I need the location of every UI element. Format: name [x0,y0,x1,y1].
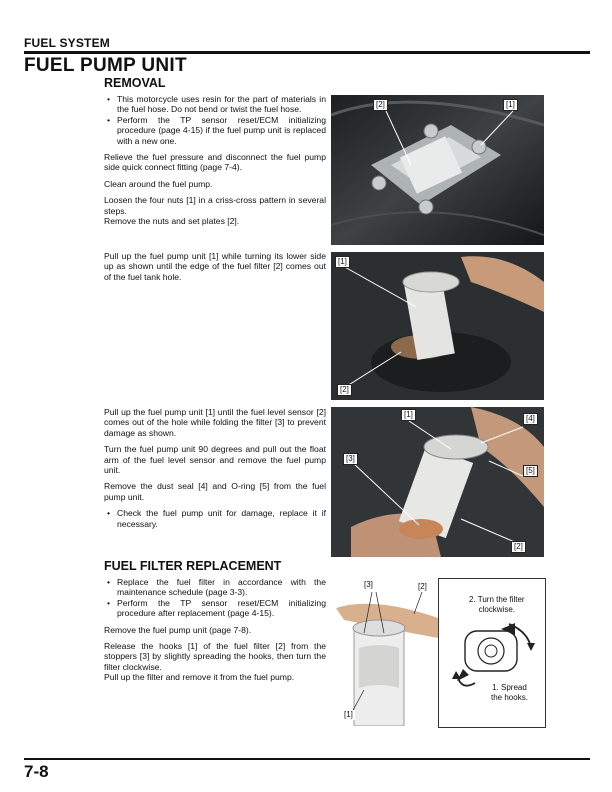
removal-text-block-2 [104,251,326,288]
page-number: 7-8 [24,762,49,781]
fig4-callout-1: [1] [344,710,353,719]
filter-text-block [104,577,326,689]
photo-remove-illustration [331,407,544,557]
removal-note-2: • Perform the TP sensor reset/ECM initializing procedure (page 4-15) if the fuel pump unit is replaced with a new one. [104,115,326,146]
removal-step-2: Clean around the fuel pump. [104,178,213,189]
removal-step-4: Pull up the fuel pump unit [1] while turning its lower side up as shown until the edge of the fuel filter [2] comes out of the fuel tank hole. [104,251,326,282]
fig3-callout-5: [5] [523,465,538,477]
photo-nuts-illustration [331,95,544,245]
filter-step-2: Release the hooks [1] of the fuel filter [2] from the stoppers [3] by slightly spreading the hooks, then turn the filter clockwise. [104,641,326,672]
footer-rule [24,758,590,760]
removal-step-3a: Loosen the four nuts [1] in a criss-cross pattern in several steps. [104,195,326,216]
removal-check [104,508,326,529]
removal-step-5: Pull up the fuel pump unit [1] until the fuel level sensor [2] comes out of the hole while folding the filter [3] to prevent damage as shown. [104,407,326,438]
photo-fuel-filter-illustration [334,578,440,726]
page-title: FUEL PUMP UNIT [24,55,187,76]
filter-note-1: • Replace the fuel filter in accordance with the maintenance schedule (page 3-3). [104,577,326,598]
fig3-callout-3: [3] [343,453,358,465]
fig3-callout-2: [2] [511,541,526,553]
header-rule [24,51,590,54]
removal-step-7: Remove the dust seal [4] and O-ring [5] from the fuel pump unit. [104,481,326,502]
removal-text-block-3 [104,407,326,535]
removal-step-6: Turn the fuel pump unit 90 degrees and pull out the float arm of the fuel level sensor and remove the fuel pump unit. [104,444,326,476]
removal-text-block-1 [104,94,326,232]
diagram-label-turn-line1: 2. Turn the filter [469,595,525,604]
removal-check-note: • Check the fuel pump unit for damage, replace it if necessary. [104,508,326,529]
filter-note-2: • Perform the TP sensor reset/ECM initializing procedure after replacement (page 4-15). [104,598,326,619]
removal-notes [104,94,326,146]
fig2-callout-1: [1] [335,256,350,268]
fig3-callout-4: [4] [523,413,538,425]
diagram-label-spread [491,683,528,703]
removal-note-1: • This motorcycle uses resin for the part of materials in the fuel hose. Do not bend or twist the fuel hose. [104,94,326,115]
fig4-callout-2: [2] [418,582,427,591]
photo-pull-up-pump [331,252,544,400]
filter-step-3: Pull up the filter and remove it from the fuel pump. [104,672,295,683]
diagram-label-spread-line1: 1. Spread [492,683,527,692]
diagram-filter-rotation [438,578,546,728]
section-header: FUEL SYSTEM [24,36,110,50]
photo-pull-up-illustration [331,252,544,400]
filter-notes [104,577,326,619]
fig1-callout-2: [2] [373,99,388,111]
diagram-label-turn [469,595,525,615]
photo-nuts-set-plates [331,95,544,245]
diagram-label-spread-line2: the hooks. [491,693,528,702]
filter-heading: FUEL FILTER REPLACEMENT [104,559,282,573]
filter-step-1: Remove the fuel pump unit (page 7-8). [104,624,252,635]
fig4-callout-3: [3] [364,580,373,589]
photo-remove-pump [331,407,544,557]
fig1-callout-1: [1] [503,99,518,111]
removal-step-3b: Remove the nuts and set plates [2]. [104,216,240,227]
photo-fuel-filter [334,578,440,726]
removal-heading: REMOVAL [104,76,166,90]
fig3-callout-1: [1] [401,409,416,421]
fig2-callout-2: [2] [337,384,352,396]
removal-step-1: Relieve the fuel pressure and disconnect the fuel pump side quick connect fitting (page 7-4). [104,152,326,173]
diagram-label-turn-line2: clockwise. [478,605,516,614]
